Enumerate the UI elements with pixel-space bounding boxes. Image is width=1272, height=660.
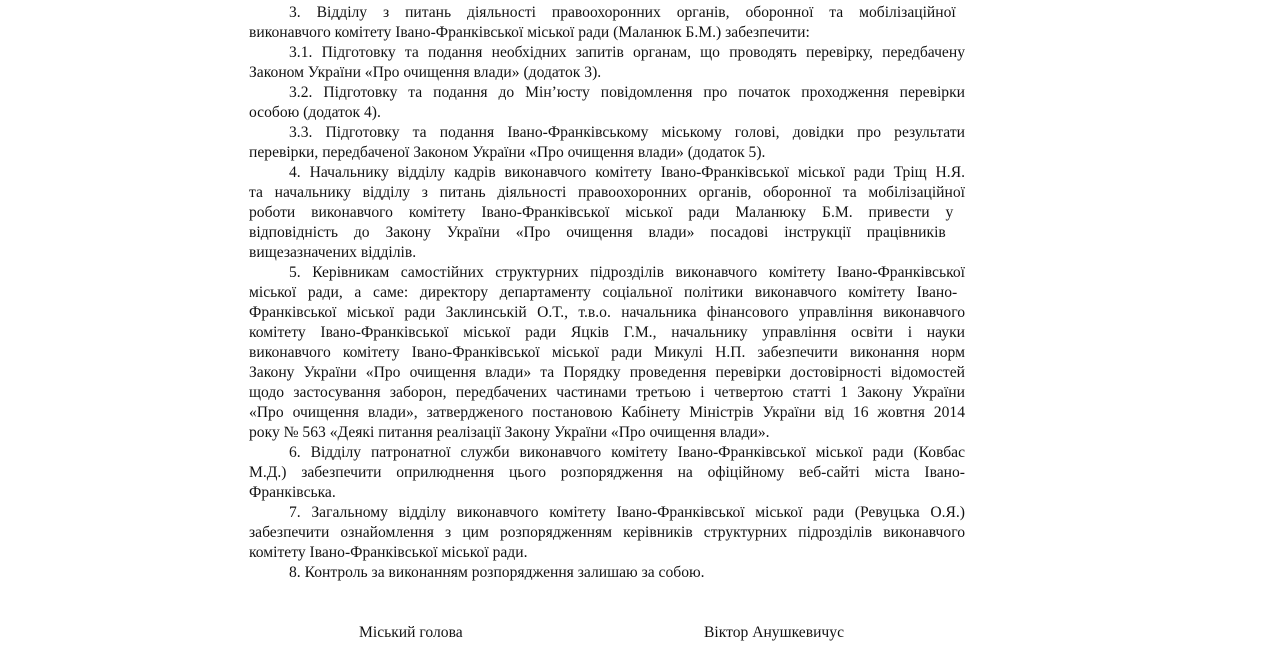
text-line: особою (додаток 4). — [249, 104, 381, 121]
text-line: забезпечити ознайомлення з цим розпорядженням керівників структурних підрозділів виконавчого — [249, 524, 965, 541]
text-line: щодо застосування заборон, передбачених частинами третьою і четвертою статті 1 Закону України — [249, 384, 965, 401]
text-line: перевірки, передбаченої Законом України «Про очищення влади» (додаток 5). — [249, 144, 766, 161]
text-line: Законом України «Про очищення влади» (додаток 3). — [249, 64, 602, 81]
paragraph-4 — [249, 163, 965, 263]
text-line: 5. Керівникам самостійних структурних підрозділів виконавчого комітету Івано-Франківської — [289, 264, 965, 281]
text-line: виконавчого комітету Івано-Франківської міської ради (Маланюк Б.М.) забезпечити: — [249, 24, 810, 41]
text-line: відповідність до Закону України «Про очищення влади» посадові інструкції працівників — [249, 224, 946, 241]
paragraph-5 — [249, 263, 965, 443]
paragraph-3-3 — [249, 123, 965, 163]
paragraph-3-1 — [249, 43, 965, 83]
text-line: вищезазначених відділів. — [249, 244, 417, 261]
signatory-title: Міський голова — [359, 624, 463, 641]
text-line: 3. Відділу з питань діяльності правоохоронних органів, оборонної та мобілізаційної — [289, 4, 956, 21]
paragraph-6 — [249, 443, 965, 503]
text-line: 4. Начальнику відділу кадрів виконавчого комітету Івано-Франківської міської ради Тріщ Н.Я. — [289, 164, 965, 181]
text-line: М.Д.) забезпечити оприлюднення цього розпорядження на офіційному веб-сайті міста Івано- — [249, 464, 965, 481]
text-line: 3.1. Підготовку та подання необхідних запитів органам, що проводять перевірку, передбачену — [289, 44, 965, 61]
text-line: 3.2. Підготовку та подання до Мін’юсту повідомлення про початок проходження перевірки — [289, 84, 965, 101]
text-line: Закону України «Про очищення влади» та Порядку проведення перевірки достовірності відомостей — [249, 364, 965, 381]
text-line: 7. Загальному відділу виконавчого комітету Івано-Франківської міської ради (Ревуцька О.Я.) — [289, 504, 965, 521]
text-line: 8. Контроль за виконанням розпорядження залишаю за собою. — [289, 564, 705, 581]
text-line: комітету Івано-Франківської міської ради. — [249, 544, 528, 561]
text-line: міської ради, а саме: директору департаменту соціальної політики виконавчого комітету Івано- — [249, 284, 958, 301]
text-line: 3.3. Підготовку та подання Івано-Франківському міському голові, довідки про результати — [289, 124, 965, 141]
paragraph-3-2 — [249, 83, 965, 123]
text-line: «Про очищення влади», затвердженого постановою Кабінету Міністрів України від 16 жовтня 2014 — [249, 404, 965, 421]
signatory-name: Віктор Анушкевичус — [704, 624, 844, 641]
text-line: Франківська. — [249, 484, 336, 501]
text-line: Франківської міської ради Заклинській О.Т., т.в.о. начальника фінансового управління виконавчого — [249, 304, 965, 321]
text-line: комітету Івано-Франківської міської ради Яцків Г.М., начальнику управління освіти і науки — [249, 324, 965, 341]
signature-block — [0, 623, 1272, 645]
text-line: та начальнику відділу з питань діяльності правоохоронних органів, оборонної та мобілізаційної — [249, 184, 965, 201]
document-body — [249, 3, 965, 583]
paragraph-3 — [249, 3, 965, 43]
text-line: виконавчого комітету Івано-Франківської міської ради Микулі Н.П. забезпечити виконання норм — [249, 344, 965, 361]
paragraph-7 — [249, 503, 965, 563]
text-line: роботи виконавчого комітету Івано-Франківської міської ради Маланюку Б.М. привести у — [249, 204, 954, 221]
text-line: 6. Відділу патронатної служби виконавчого комітету Івано-Франківської міської ради (Ковбас — [289, 444, 965, 461]
text-line: року № 563 «Деякі питання реалізації Закону України «Про очищення влади». — [249, 424, 770, 441]
paragraph-8 — [249, 563, 965, 583]
